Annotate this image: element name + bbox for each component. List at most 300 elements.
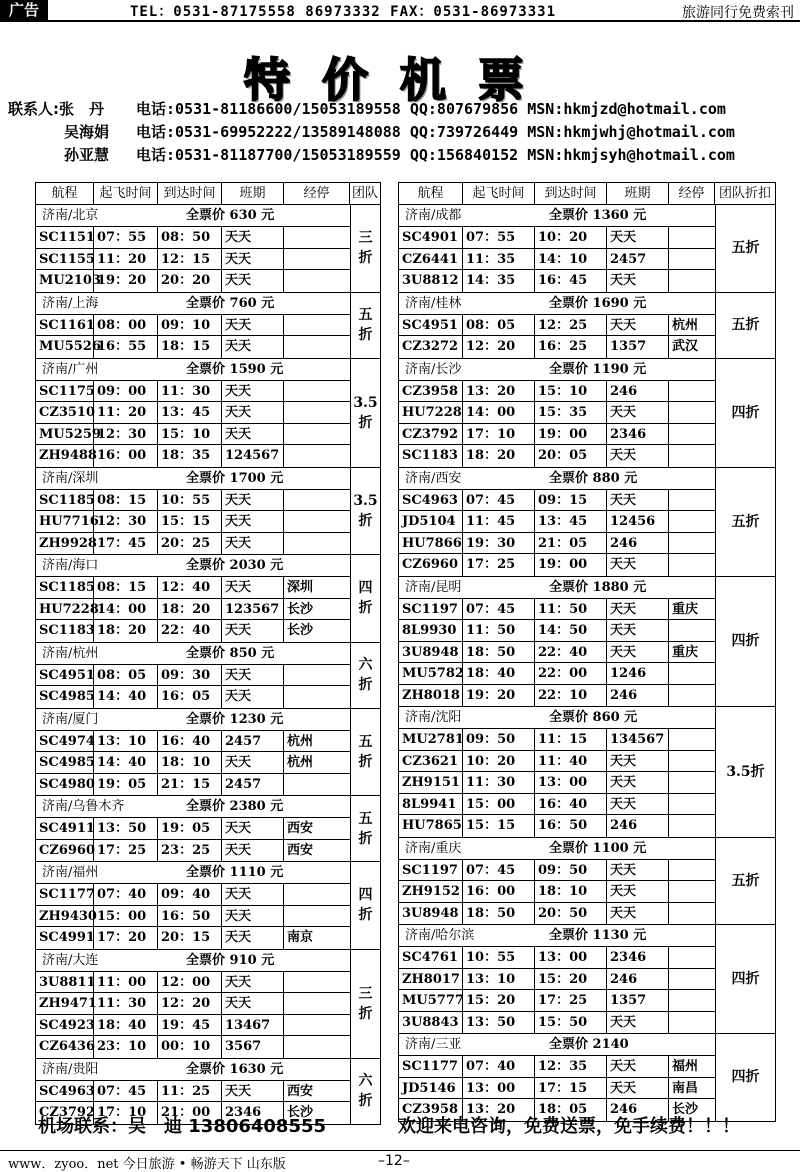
- departure-time: 16：00: [94, 445, 158, 467]
- schedule: 天天: [222, 577, 284, 598]
- group-discount: 五折: [715, 205, 775, 292]
- schedule: 天天: [222, 840, 284, 862]
- flight-row: [399, 249, 715, 271]
- flight-number: MU5259: [36, 424, 94, 445]
- departure-time: 07：45: [463, 860, 535, 881]
- arrival-time: 12：20: [158, 993, 222, 1014]
- arrival-time: 18：35: [158, 445, 222, 467]
- flight-row: [36, 993, 350, 1015]
- page-number: –12–: [378, 1153, 410, 1169]
- stopover: 深圳: [287, 580, 314, 595]
- stopover: [669, 554, 715, 576]
- flight-number: JD5104: [399, 511, 463, 532]
- schedule: 天天: [222, 665, 284, 686]
- schedule: 天天: [222, 818, 284, 839]
- route-header: [399, 359, 715, 381]
- stopover: [284, 315, 350, 336]
- departure-time: 17：25: [94, 840, 158, 862]
- flight-number: MU2781: [399, 729, 463, 750]
- schedule: 3567: [222, 1036, 284, 1058]
- flight-number: SC1161: [36, 315, 94, 336]
- flight-number: SC4963: [36, 1081, 94, 1102]
- arrival-time: 13：45: [535, 511, 607, 532]
- route-name: 济南/深圳: [42, 470, 99, 486]
- schedule: 天天: [607, 1056, 669, 1077]
- flight-row: [36, 752, 350, 774]
- stopover: [284, 424, 350, 445]
- route-price: 全票价 1110 元: [186, 865, 284, 880]
- stopover: [669, 424, 715, 445]
- flight-number: ZH9471: [36, 993, 94, 1014]
- contact-details: 电话:0531-69952222/13589148088 QQ:739726449 MSN:hkmjwhj@hotmail.com: [136, 123, 735, 141]
- schedule: 天天: [222, 533, 284, 555]
- departure-time: 17：20: [94, 927, 158, 949]
- route-price: 全票价 860 元: [549, 710, 638, 725]
- departure-time: 14：35: [463, 270, 535, 292]
- flight-number: SC1185: [36, 490, 94, 511]
- schedule: 天天: [222, 490, 284, 511]
- route-price: 全票价 1360 元: [549, 208, 647, 223]
- header-cell: 班期: [222, 183, 284, 204]
- flight-row: [36, 1081, 350, 1103]
- route-group: [36, 205, 380, 293]
- flight-row: [36, 490, 350, 512]
- ad-tag: 广告: [0, 0, 48, 20]
- top-bar: [0, 0, 800, 22]
- stopover: [284, 381, 350, 402]
- stopover: 杭州: [287, 755, 314, 770]
- contact-name: 联系人:张 丹: [8, 100, 104, 118]
- header-cell: 起飞时间: [463, 183, 535, 204]
- header-cell: 经停: [284, 183, 350, 204]
- flight-row: [399, 860, 715, 882]
- departure-time: 10：20: [463, 751, 535, 772]
- flight-row: [399, 554, 715, 576]
- flight-row: [399, 511, 715, 533]
- stopover: [669, 772, 715, 793]
- route-price: 全票价 2380 元: [186, 799, 284, 814]
- stopover: [284, 906, 350, 927]
- schedule: 天天: [607, 642, 669, 663]
- departure-time: 18：50: [463, 903, 535, 925]
- site-credit: www．zyoo．net 今日旅游 • 畅游天下 山东版: [8, 1157, 286, 1172]
- flight-row: [399, 599, 715, 621]
- arrival-time: 12：15: [158, 249, 222, 270]
- stopover: [284, 511, 350, 532]
- stopover: [669, 620, 715, 641]
- flight-number: CZ6960: [36, 840, 94, 862]
- route-header: [399, 577, 715, 599]
- route-price: 全票价 910 元: [186, 952, 275, 968]
- flight-number: HU7865: [399, 815, 463, 837]
- departure-time: 11：20: [94, 249, 158, 270]
- departure-time: 11：50: [463, 620, 535, 641]
- header-cell: 起飞时间: [94, 183, 158, 204]
- flight-number: SC4963: [399, 490, 463, 511]
- departure-time: 15：15: [463, 815, 535, 837]
- stopover: [669, 990, 715, 1011]
- flight-number: CZ3510: [36, 402, 94, 423]
- group-discount: 四折: [715, 1034, 775, 1121]
- stopover: 重庆: [672, 601, 699, 617]
- flight-row: [36, 620, 350, 642]
- group-discount: 六折: [350, 643, 380, 708]
- route-price: 全票价 2140: [549, 1037, 629, 1052]
- schedule: 13467: [222, 1015, 284, 1036]
- arrival-time: 09：50: [535, 860, 607, 881]
- flight-number: 3U8812: [399, 270, 463, 292]
- contact-name: 孙亚慧: [64, 146, 110, 164]
- header-cell: 班期: [607, 183, 669, 204]
- flight-row: [36, 840, 350, 862]
- route-price: 全票价 1690 元: [549, 295, 647, 311]
- arrival-time: 11：40: [535, 751, 607, 772]
- flight-row: [399, 336, 715, 358]
- flight-row: [36, 884, 350, 906]
- table-header: [399, 183, 775, 205]
- route-group: [36, 293, 380, 359]
- schedule: 天天: [222, 511, 284, 532]
- departure-time: 18：50: [463, 642, 535, 663]
- flight-number: SC4991: [36, 927, 94, 949]
- stopover: [284, 972, 350, 993]
- arrival-time: 11：50: [535, 599, 607, 620]
- stopover: [284, 336, 350, 358]
- route-name: 济南/上海: [42, 295, 99, 311]
- stopover: [669, 249, 715, 270]
- flight-number: HU7716: [36, 511, 94, 532]
- stopover: 长沙: [287, 1105, 314, 1120]
- arrival-time: 20：15: [158, 927, 222, 949]
- departure-time: 13：50: [94, 818, 158, 839]
- arrival-time: 10：20: [535, 227, 607, 248]
- stopover: [669, 663, 715, 684]
- route-group: [399, 925, 775, 1034]
- flight-row: [399, 685, 715, 707]
- flight-number: ZH9928: [36, 533, 94, 555]
- flight-row: [36, 270, 350, 292]
- flight-row: [399, 620, 715, 642]
- route-header: [36, 1059, 350, 1081]
- flight-number: SC4901: [399, 227, 463, 248]
- schedule: 天天: [607, 860, 669, 881]
- departure-time: 16：55: [94, 336, 158, 358]
- top-contact-numbers: TEL：0531-87175558 86973332 FAX：0531-86973331: [130, 4, 557, 20]
- route-header: [399, 925, 715, 947]
- departure-time: 11：20: [94, 402, 158, 423]
- flight-row: [36, 381, 350, 403]
- schedule: 天天: [222, 381, 284, 402]
- arrival-time: 16：50: [535, 815, 607, 837]
- arrival-time: 12：40: [158, 577, 222, 598]
- group-discount: 五折: [715, 293, 775, 358]
- flight-row: [36, 1036, 350, 1058]
- route-name: 济南/西安: [405, 470, 462, 486]
- header-cell: 团队折扣: [718, 186, 771, 201]
- stopover: [669, 490, 715, 511]
- stopover: [669, 445, 715, 467]
- arrival-time: 19：45: [158, 1015, 222, 1036]
- route-group: [36, 862, 380, 950]
- group-discount: 六折: [350, 1059, 380, 1124]
- flight-number: 8L9941: [399, 794, 463, 815]
- schedule: 246: [607, 685, 669, 707]
- flight-number: HU7228: [36, 599, 94, 620]
- header-cell: 经停: [669, 183, 715, 204]
- flight-number: MU5777: [399, 990, 463, 1011]
- flight-row: [36, 315, 350, 337]
- arrival-time: 13：00: [535, 947, 607, 968]
- flight-number: SC4985: [36, 686, 94, 708]
- departure-time: 07：45: [94, 1081, 158, 1102]
- group-discount: 五折: [350, 796, 380, 861]
- arrival-time: 10：55: [158, 490, 222, 511]
- flight-number: SC4951: [36, 665, 94, 686]
- stopover: [669, 227, 715, 248]
- route-group: [36, 468, 380, 556]
- arrival-time: 16：40: [158, 731, 222, 752]
- flight-row: [399, 533, 715, 555]
- contact-details: 电话:0531-81186600/15053189558 QQ:807679856 MSN:hkmjzd@hotmail.com: [136, 100, 726, 118]
- stopover: [669, 794, 715, 815]
- flight-row: [399, 729, 715, 751]
- schedule: 天天: [222, 993, 284, 1014]
- departure-time: 08：15: [94, 490, 158, 511]
- arrival-time: 16：25: [535, 336, 607, 358]
- route-name: 济南/海口: [42, 558, 99, 573]
- arrival-time: 21：15: [158, 774, 222, 796]
- stopover: 杭州: [672, 317, 699, 333]
- stopover: [669, 381, 715, 402]
- arrival-time: 20：25: [158, 533, 222, 555]
- contact-details: 电话:0531-81187700/15053189559 QQ:156840152 MSN:hkmjsyh@hotmail.com: [136, 146, 735, 164]
- group-discount: 四折: [715, 577, 775, 707]
- departure-time: 11：45: [463, 511, 535, 532]
- flight-row: [399, 424, 715, 446]
- flight-number: SC1185: [36, 577, 94, 598]
- stopover: [284, 665, 350, 686]
- departure-time: 19：20: [463, 685, 535, 707]
- route-price: 全票价 1230 元: [186, 711, 284, 727]
- flight-number: CZ6441: [399, 249, 463, 270]
- route-name: 济南/福州: [42, 865, 99, 880]
- flight-row: [399, 881, 715, 903]
- stopover: [669, 947, 715, 968]
- arrival-time: 11：15: [535, 729, 607, 750]
- route-group: [399, 468, 775, 577]
- group-discount: 五折: [715, 838, 775, 925]
- route-price: 全票价 1190 元: [549, 361, 647, 377]
- schedule: 12456: [607, 511, 669, 532]
- stopover: 西安: [287, 842, 314, 858]
- flight-number: CZ3621: [399, 751, 463, 772]
- departure-time: 13：00: [463, 1078, 535, 1099]
- airport-contact: 机场联系：吴 迪 13806408555: [38, 1116, 327, 1137]
- schedule: 天天: [222, 884, 284, 905]
- route-group: [36, 643, 380, 709]
- schedule: 天天: [607, 620, 669, 641]
- flight-row: [36, 445, 350, 467]
- departure-time: 15：00: [94, 906, 158, 927]
- flight-number: 8L9930: [399, 620, 463, 641]
- arrival-time: 19：00: [535, 424, 607, 445]
- stopover: 福州: [672, 1059, 699, 1074]
- flight-row: [399, 1078, 715, 1100]
- group-discount: 三折: [350, 950, 380, 1058]
- flight-number: ZH9430: [36, 906, 94, 927]
- schedule: 天天: [607, 270, 669, 292]
- flight-row: [36, 972, 350, 994]
- arrival-time: 15：35: [535, 402, 607, 423]
- flight-row: [399, 402, 715, 424]
- flight-row: [36, 731, 350, 753]
- schedule: 天天: [607, 554, 669, 576]
- stopover: 重庆: [672, 644, 699, 660]
- route-group: [399, 707, 775, 838]
- route-header: [36, 359, 350, 381]
- arrival-time: 14：50: [535, 620, 607, 641]
- stopover: [669, 1012, 715, 1034]
- flight-number: ZH9488: [36, 445, 94, 467]
- flight-number: SC4985: [36, 752, 94, 773]
- flight-number: CZ6960: [399, 554, 463, 576]
- flight-number: 3U8843: [399, 1012, 463, 1034]
- schedule: 天天: [222, 927, 284, 949]
- group-discount: 四折: [350, 555, 380, 642]
- flight-row: [399, 969, 715, 991]
- route-name: 济南/北京: [42, 208, 99, 223]
- schedule: 天天: [607, 402, 669, 423]
- route-header: [36, 709, 350, 731]
- group-discount: 3.5折: [350, 359, 380, 467]
- route-header: [36, 293, 350, 315]
- flight-number: ZH9152: [399, 881, 463, 902]
- flight-number: ZH9151: [399, 772, 463, 793]
- flight-row: [399, 642, 715, 664]
- departure-time: 11：30: [463, 772, 535, 793]
- arrival-time: 00：10: [158, 1036, 222, 1058]
- route-price: 全票价 1880 元: [549, 579, 647, 595]
- route-header: [36, 950, 350, 972]
- departure-time: 09：50: [463, 729, 535, 750]
- flight-row: [36, 227, 350, 249]
- route-price: 全票价 1700 元: [186, 470, 284, 486]
- route-price: 全票价 880 元: [549, 470, 638, 486]
- schedule: 天天: [607, 903, 669, 925]
- route-name: 济南/长沙: [405, 361, 462, 377]
- route-name: 济南/厦门: [42, 711, 99, 727]
- departure-time: 07：45: [463, 599, 535, 620]
- schedule: 天天: [222, 227, 284, 248]
- arrival-time: 16：40: [535, 794, 607, 815]
- departure-time: 11：35: [463, 249, 535, 270]
- arrival-time: 15：10: [535, 381, 607, 402]
- flight-row: [36, 599, 350, 621]
- flight-row: [399, 381, 715, 403]
- route-header: [36, 796, 350, 818]
- schedule: 246: [607, 815, 669, 837]
- flight-number: SC1177: [399, 1056, 463, 1077]
- arrival-time: 08：50: [158, 227, 222, 248]
- stopover: 长沙: [672, 1102, 699, 1117]
- schedule: 天天: [607, 490, 669, 511]
- departure-time: 12：30: [94, 424, 158, 445]
- flight-number: 3U8811: [36, 972, 94, 993]
- flight-number: SC1175: [36, 381, 94, 402]
- route-group: [36, 555, 380, 643]
- route-name: 济南/贵阳: [42, 1061, 99, 1077]
- welcome-message: 欢迎来电咨询，免费送票，免手续费！！！: [398, 1116, 740, 1137]
- departure-time: 18：20: [463, 445, 535, 467]
- schedule: 124567: [222, 445, 284, 467]
- fare-table-left: [35, 182, 381, 1125]
- schedule: 1357: [607, 336, 669, 358]
- flight-number: SC4911: [36, 818, 94, 839]
- arrival-time: 09：10: [158, 315, 222, 336]
- arrival-time: 12：35: [535, 1056, 607, 1077]
- flight-row: [36, 1015, 350, 1037]
- departure-time: 11：30: [94, 993, 158, 1014]
- flight-number: SC1197: [399, 599, 463, 620]
- schedule: 天天: [222, 620, 284, 642]
- schedule: 134567: [607, 729, 669, 750]
- flight-number: SC1183: [36, 620, 94, 642]
- contact-row: [8, 121, 735, 144]
- flight-number: HU7866: [399, 533, 463, 554]
- route-header: [399, 1034, 715, 1056]
- group-discount: 四折: [715, 359, 775, 467]
- arrival-time: 11：30: [158, 381, 222, 402]
- stopover: [669, 729, 715, 750]
- route-name: 济南/昆明: [405, 579, 462, 595]
- flight-number: ZH8017: [399, 969, 463, 990]
- flight-number: SC1197: [399, 860, 463, 881]
- group-discount: 三折: [350, 205, 380, 292]
- schedule: 天天: [222, 752, 284, 773]
- arrival-time: 23：25: [158, 840, 222, 862]
- schedule: 1246: [607, 663, 669, 684]
- schedule: 246: [607, 533, 669, 554]
- schedule: 2346: [222, 1102, 284, 1124]
- flight-number: CZ3958: [399, 1099, 463, 1121]
- header-cell: 航程: [36, 183, 94, 204]
- departure-time: 08：05: [94, 665, 158, 686]
- group-discount: 3.5折: [350, 468, 380, 555]
- flight-row: [399, 1012, 715, 1034]
- footer-contact: [0, 1106, 800, 1140]
- arrival-time: 13：45: [158, 402, 222, 423]
- departure-time: 19：05: [94, 774, 158, 796]
- header-cell: 到达时间: [535, 183, 607, 204]
- stopover: [669, 270, 715, 292]
- route-header: [399, 468, 715, 490]
- route-group: [399, 838, 775, 926]
- flight-row: [36, 336, 350, 358]
- route-name: 济南/杭州: [42, 645, 99, 661]
- stopover: 杭州: [287, 733, 314, 749]
- header-cell: 团队: [351, 186, 378, 201]
- stopover: [669, 881, 715, 902]
- departure-time: 07：40: [463, 1056, 535, 1077]
- arrival-time: 20：05: [535, 445, 607, 467]
- schedule: 2457: [222, 774, 284, 796]
- flight-number: SC1177: [36, 884, 94, 905]
- stopover: 西安: [287, 1083, 314, 1099]
- arrival-time: 09：15: [535, 490, 607, 511]
- arrival-time: 18：10: [535, 881, 607, 902]
- flight-row: [399, 947, 715, 969]
- arrival-time: 09：30: [158, 665, 222, 686]
